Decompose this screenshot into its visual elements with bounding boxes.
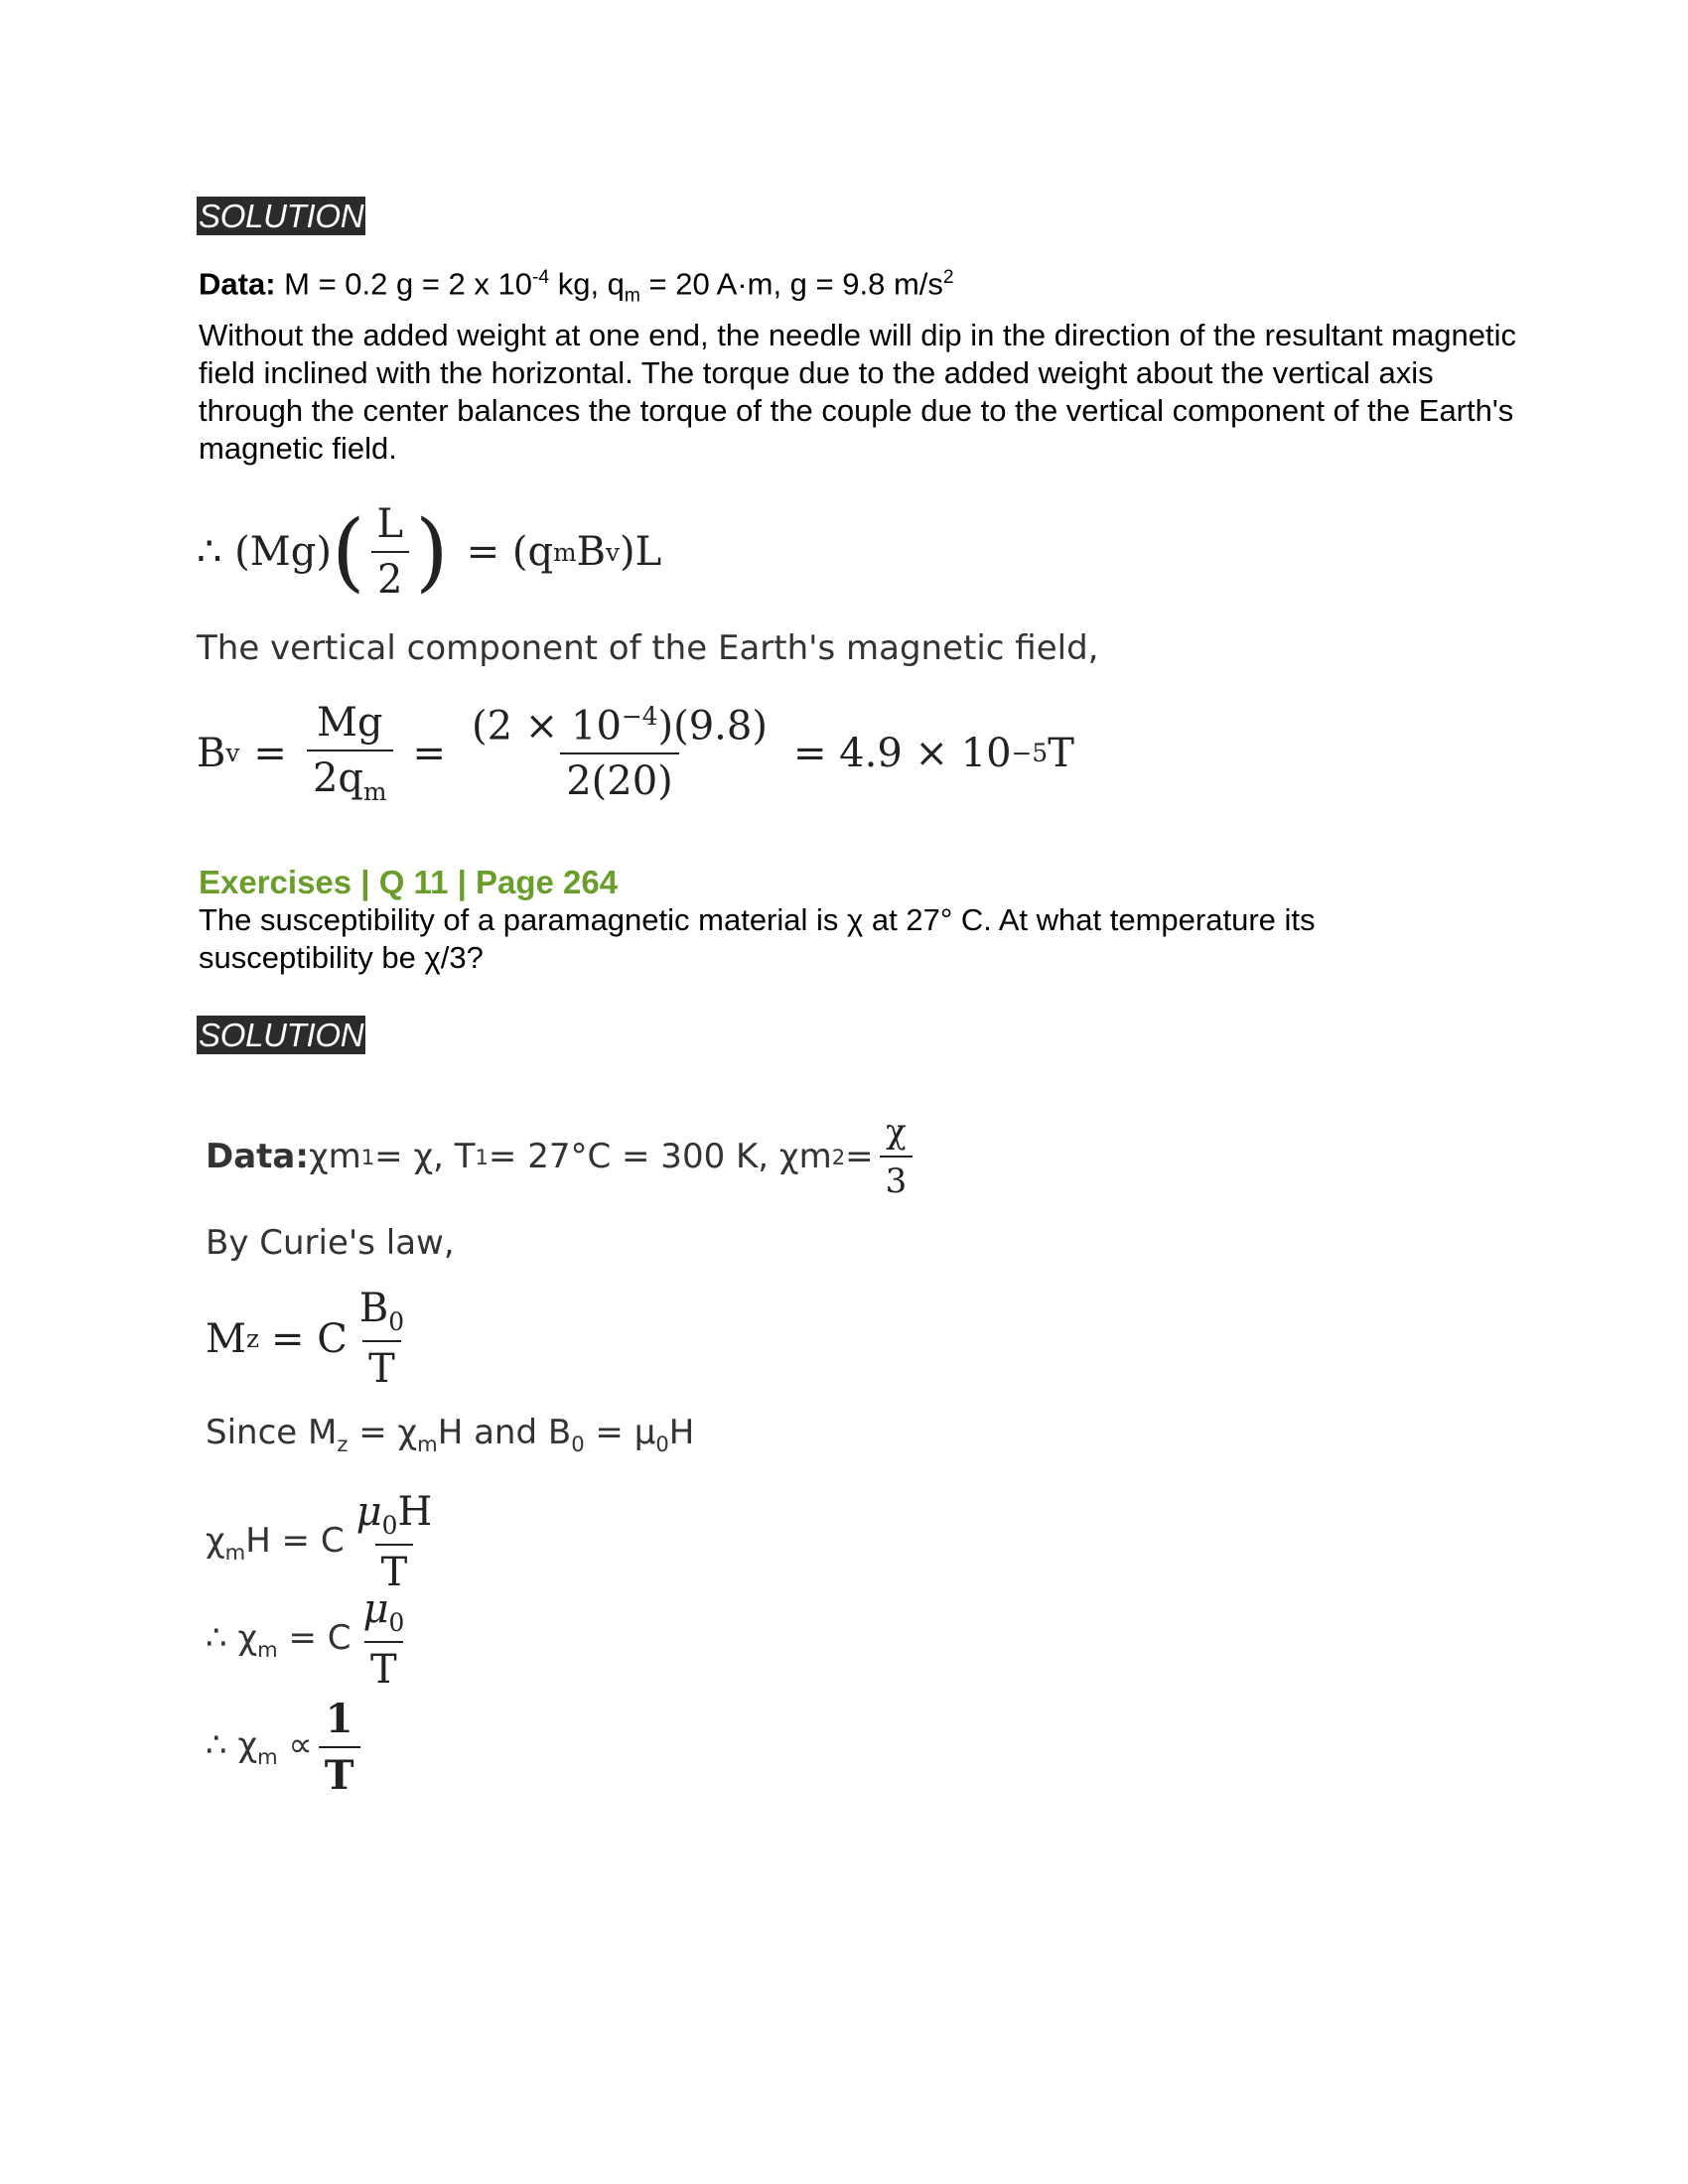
eq-subscript: m bbox=[224, 1539, 246, 1565]
question-text: The susceptibility of a paramagnetic material is χ at 27° C. At what temperature its susceptibility be χ/3? bbox=[199, 902, 1316, 975]
numerator bbox=[356, 1586, 410, 1641]
eq-text: M bbox=[206, 1315, 246, 1362]
since-subscript: 0 bbox=[571, 1431, 585, 1456]
solution-badge: SOLUTION bbox=[199, 1017, 364, 1053]
denominator: T bbox=[319, 1746, 360, 1799]
num-subscript: 0 bbox=[388, 1307, 405, 1336]
curie-law-label: By Curie's law, bbox=[206, 1223, 455, 1263]
eq-text-part: ∴ χ bbox=[206, 1617, 258, 1658]
fraction bbox=[319, 1696, 360, 1799]
data-line bbox=[199, 259, 1519, 316]
torque-equation bbox=[197, 501, 661, 603]
num-text: μ bbox=[355, 1489, 382, 1535]
denominator: 2(20) bbox=[560, 752, 679, 804]
since-text: H bbox=[668, 1413, 695, 1452]
denominator: 3 bbox=[880, 1156, 914, 1201]
eq-text: = (q bbox=[466, 529, 554, 575]
left-paren: ( bbox=[331, 502, 365, 602]
eq-text-part: = C bbox=[277, 1617, 352, 1658]
numerator bbox=[353, 1286, 410, 1340]
denominator: T bbox=[364, 1641, 403, 1693]
data-subscript: 2 bbox=[831, 1144, 846, 1169]
numerator bbox=[466, 702, 774, 752]
fraction bbox=[880, 1112, 914, 1201]
data-exponent: 2 bbox=[942, 267, 954, 288]
eq-text-part: ∝ bbox=[277, 1725, 313, 1766]
eq-subscript: m bbox=[553, 537, 577, 567]
data-text: = 27°C = 300 K, χm bbox=[488, 1137, 832, 1176]
vertical-component-label: The vertical component of the Earth's magnetic field, bbox=[197, 628, 1099, 668]
eq-text bbox=[206, 1725, 313, 1769]
eq-unit: T bbox=[1048, 730, 1074, 776]
denominator: 2 bbox=[371, 551, 408, 603]
eq-subscript: v bbox=[606, 537, 621, 567]
right-paren: ) bbox=[415, 502, 449, 602]
question-heading: Exercises | Q 11 | Page 264 bbox=[199, 864, 619, 900]
chi-equation bbox=[206, 1586, 416, 1693]
numerator: χ bbox=[886, 1112, 907, 1152]
eq-text: B bbox=[576, 529, 606, 575]
since-subscript: z bbox=[337, 1431, 349, 1456]
numerator bbox=[351, 1489, 439, 1544]
eq-text-part: H = C bbox=[245, 1520, 345, 1561]
denominator: T bbox=[375, 1544, 414, 1595]
data-subscript: m bbox=[624, 285, 640, 307]
den-subscript: m bbox=[363, 777, 387, 806]
fraction bbox=[351, 1489, 439, 1595]
num-text: )(9.8) bbox=[657, 703, 768, 750]
denominator bbox=[307, 750, 393, 806]
data-text: χm bbox=[308, 1137, 361, 1176]
curie-equation bbox=[206, 1286, 416, 1392]
data-text: M = 0.2 g = 2 x 10 bbox=[275, 266, 533, 302]
fraction bbox=[307, 700, 393, 806]
den-text: 2q bbox=[312, 755, 363, 801]
eq-text: = C bbox=[271, 1315, 348, 1362]
since-text: H and B bbox=[437, 1413, 572, 1452]
data-text: = χ, T bbox=[374, 1137, 476, 1176]
fraction bbox=[371, 501, 410, 603]
fraction bbox=[466, 702, 774, 804]
eq-subscript: m bbox=[257, 1743, 278, 1769]
eq-text: )L bbox=[620, 529, 662, 575]
since-text: = χ bbox=[348, 1413, 418, 1452]
denominator: T bbox=[362, 1340, 401, 1392]
numerator: Mg bbox=[316, 700, 383, 746]
eq-text bbox=[206, 1521, 345, 1565]
data-exponent: -4 bbox=[532, 267, 550, 288]
bv-equation bbox=[197, 700, 1074, 806]
eq-text: ∴ (Mg) bbox=[197, 529, 332, 575]
explanation-paragraph: Without the added weight at one end, the needle will dip in the direction of the resultant magnetic field inclined with the horizontal. The torque due to the added weight about the vertical axis through the center balances the torque of the couple due to the vertical component of the Earth's magnetic field. bbox=[199, 318, 1516, 466]
eq-exponent: −5 bbox=[1011, 739, 1049, 767]
data-subscript: 1 bbox=[475, 1144, 489, 1169]
eq-text-part: χ bbox=[206, 1520, 225, 1561]
num-text: (2 × 10 bbox=[472, 703, 622, 750]
numerator: L bbox=[376, 501, 404, 547]
since-text: = μ bbox=[584, 1413, 656, 1452]
data-text: kg, q bbox=[549, 266, 625, 302]
since-subscript: m bbox=[417, 1431, 438, 1456]
data-line bbox=[206, 1112, 918, 1201]
solution-badge: SOLUTION bbox=[199, 198, 364, 234]
since-line bbox=[206, 1413, 694, 1456]
eq-text: B bbox=[197, 730, 226, 776]
eq-text-part: ∴ χ bbox=[206, 1725, 258, 1766]
num-text: H bbox=[397, 1489, 433, 1535]
since-text: Since M bbox=[206, 1413, 338, 1452]
eq-subscript: z bbox=[245, 1324, 260, 1353]
num-text: B bbox=[358, 1286, 389, 1331]
fraction bbox=[356, 1586, 410, 1693]
num-exponent: −4 bbox=[621, 701, 658, 731]
data-text: = bbox=[845, 1137, 874, 1176]
data-text: = 20 A·m, g = 9.8 m/s bbox=[639, 266, 943, 302]
num-subscript: 0 bbox=[381, 1511, 398, 1540]
chi-h-equation bbox=[206, 1489, 444, 1595]
since-subscript: 0 bbox=[655, 1431, 669, 1456]
data-subscript: 1 bbox=[360, 1144, 375, 1169]
eq-subscript: v bbox=[225, 739, 240, 767]
proportionality-equation bbox=[206, 1696, 366, 1799]
eq-equals: = bbox=[253, 730, 287, 776]
data-label: Data: bbox=[199, 266, 276, 302]
eq-text: = 4.9 × 10 bbox=[792, 730, 1012, 776]
numerator: 1 bbox=[325, 1696, 353, 1742]
num-subscript: 0 bbox=[388, 1608, 405, 1637]
num-text: μ bbox=[362, 1586, 389, 1632]
eq-text bbox=[206, 1618, 351, 1662]
eq-equals: = bbox=[412, 730, 447, 776]
fraction bbox=[353, 1286, 410, 1392]
eq-subscript: m bbox=[257, 1636, 278, 1662]
data-label: Data: bbox=[206, 1137, 309, 1176]
